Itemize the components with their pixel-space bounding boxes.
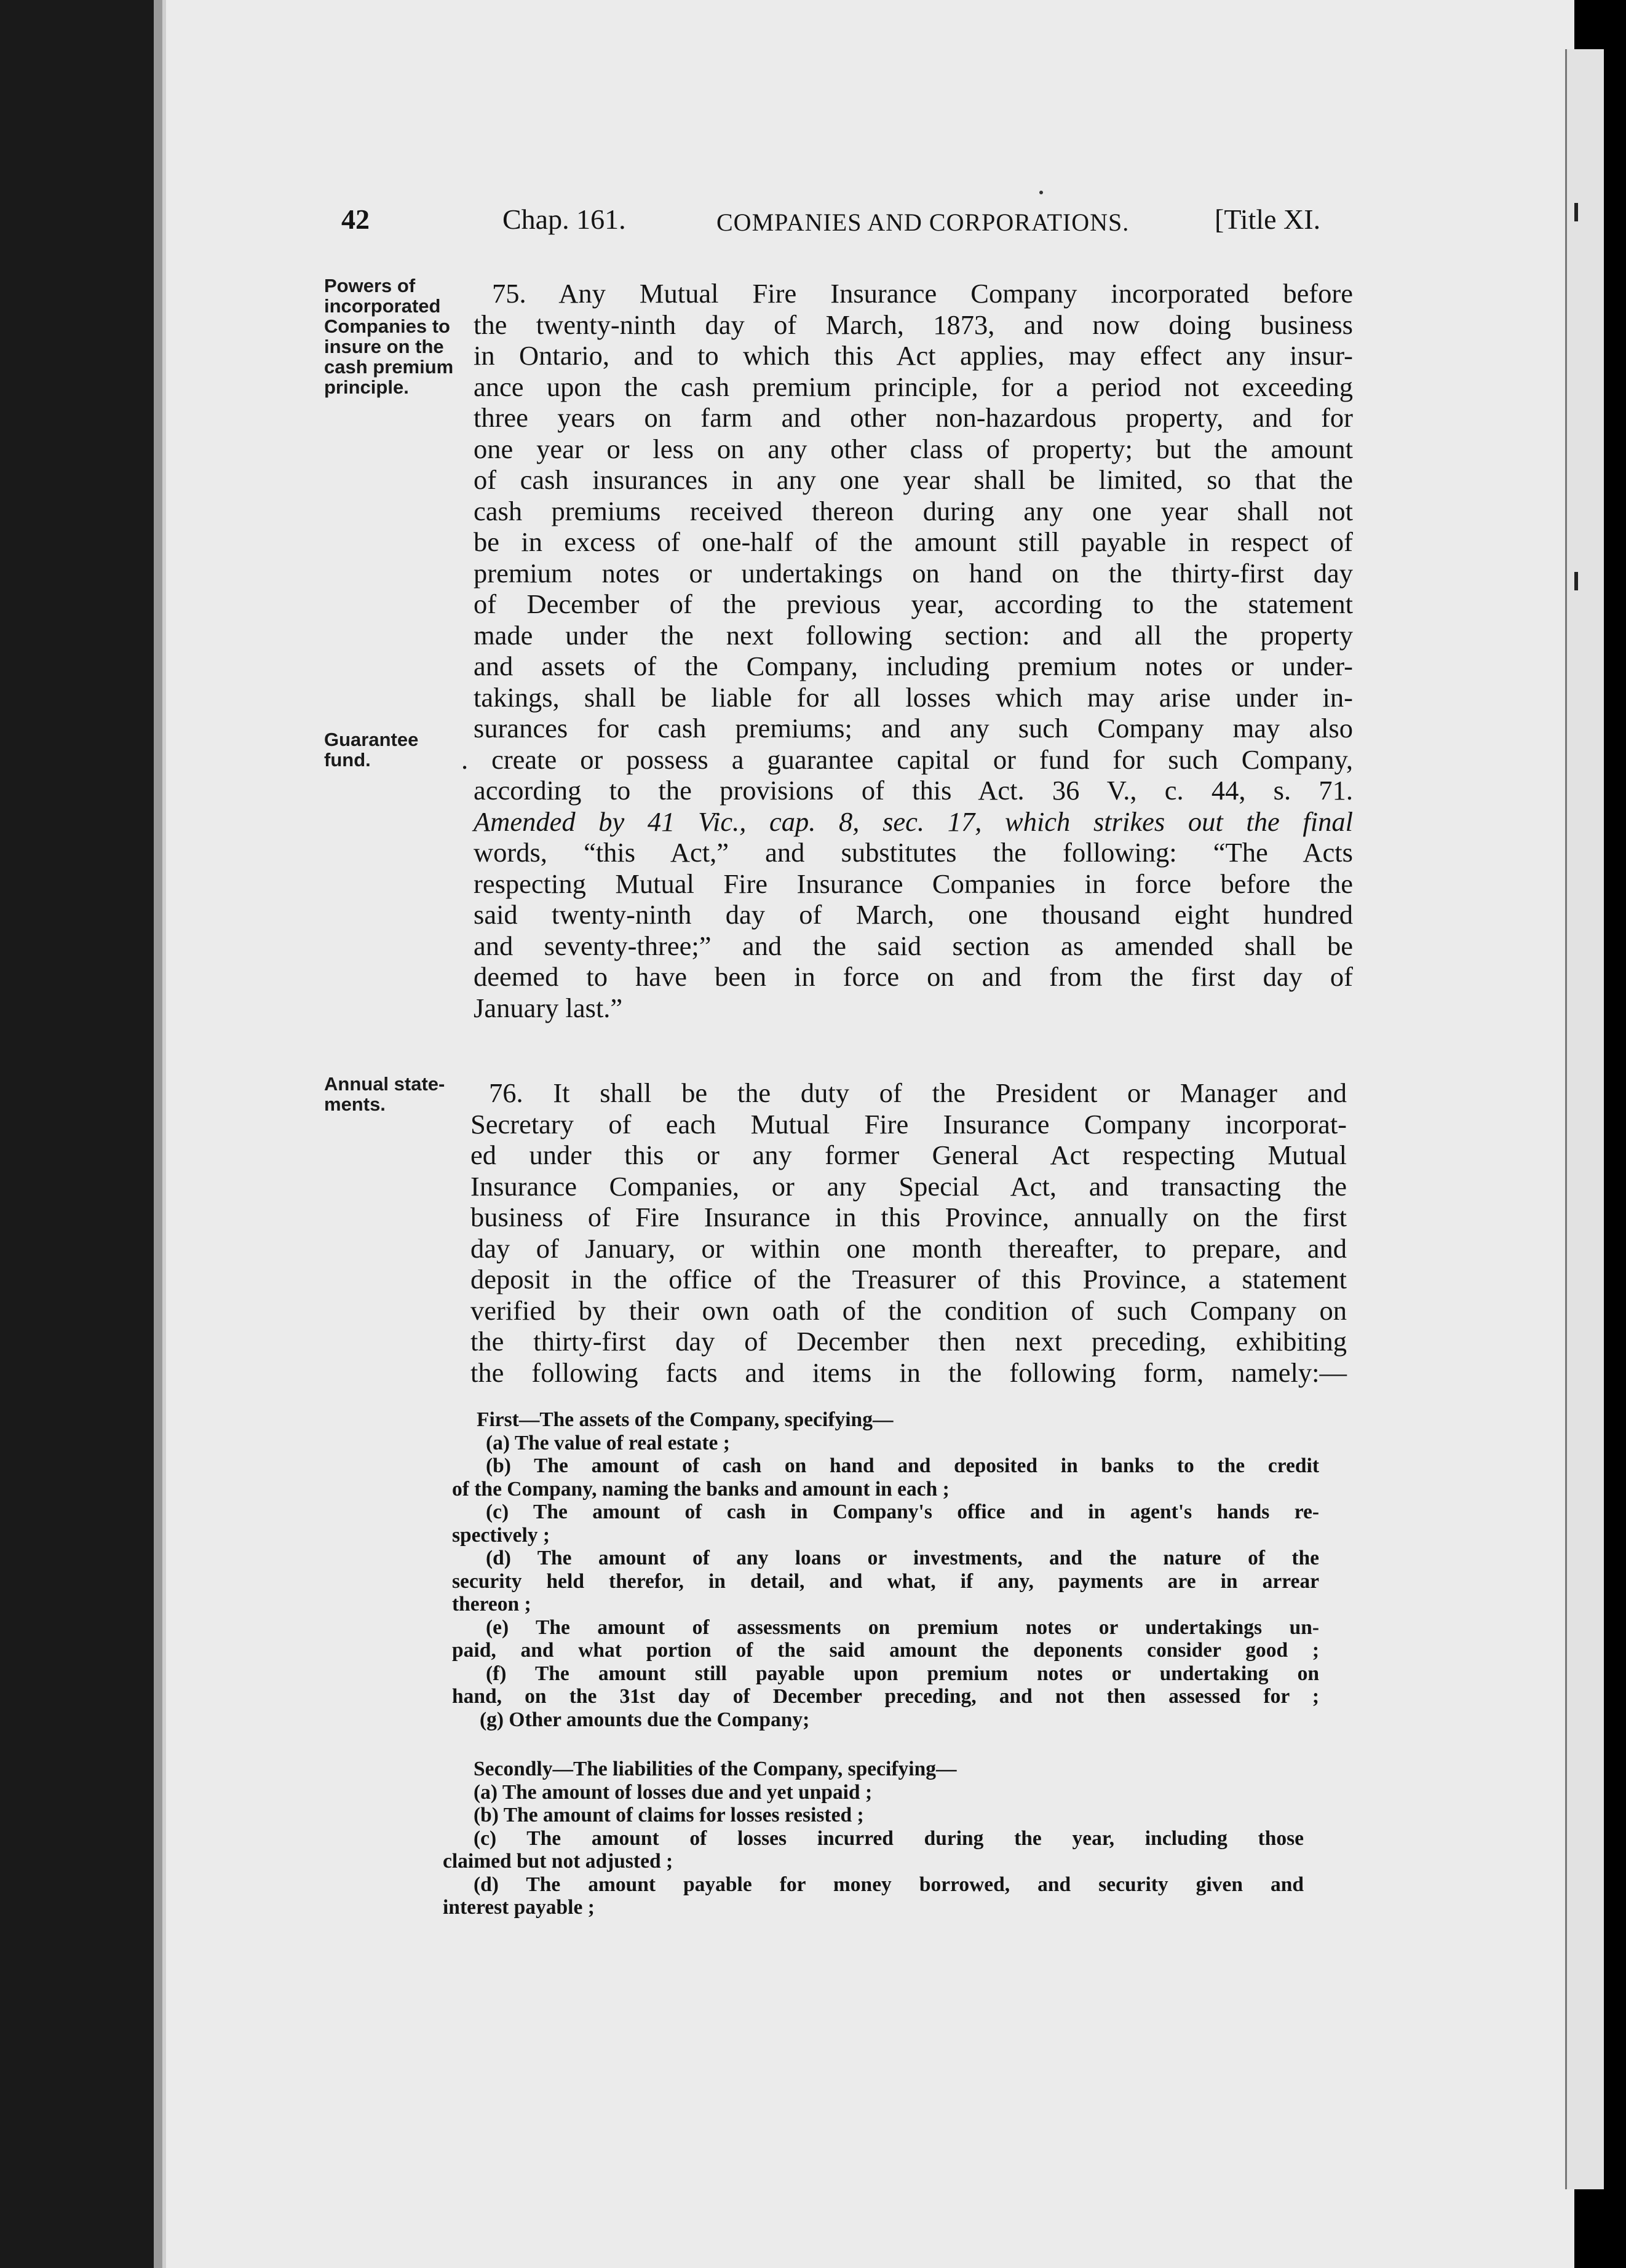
page-header (341, 203, 1362, 252)
liabilities-item: (a) The amount of losses due and yet unpaid ; (474, 1780, 873, 1804)
section-76-line: the following facts and items in the following form, namely:— (470, 1357, 1347, 1388)
section-76-line: deposit in the office of the Treasurer of this Province, a statement (470, 1264, 1347, 1295)
assets-item: paid, and what portion of the said amount the deponents consider good ; (452, 1639, 1319, 1662)
liabilities-list (443, 1758, 1304, 1919)
page-edge-mark (1574, 572, 1578, 590)
section-76-line: the thirty-first day of December then next preceding, exhibiting (470, 1326, 1347, 1357)
section-76-line: verified by their own oath of the condition of such Company on (470, 1295, 1347, 1326)
section-75-line: of cash insurances in any one year shall be limited, so that the (474, 464, 1353, 495)
liabilities-item: (b) The amount of claims for losses resisted ; (474, 1804, 864, 1826)
section-75-line: . create or possess a guarantee capital or fund for such Company, (461, 743, 1353, 775)
page-number: 42 (341, 204, 370, 235)
assets-item: spectively ; (452, 1523, 550, 1547)
assets-item: security held therefor, in detail, and what, if any, payments are in arrear (452, 1569, 1319, 1593)
assets-item: hand, on the 31st day of December preceding, and not then assessed for ; (452, 1685, 1319, 1708)
assets-item: (g) Other amounts due the Company; (480, 1708, 810, 1731)
amendment-line: words, “this Act,” and substitutes the following: “The Acts (474, 837, 1353, 868)
amendment-line: said twenty-ninth day of March, one thousand eight hundred (474, 899, 1353, 930)
page-binding-shadow (154, 0, 162, 2268)
assets-item: (d) The amount of any loans or investments, and the nature of the (486, 1547, 1319, 1569)
section-76-line: Insurance Companies, or any Special Act, and transacting the (470, 1170, 1347, 1202)
liabilities-item: (c) The amount of losses incurred during the year, including those (474, 1826, 1304, 1850)
title-label: [Title XI. (1215, 204, 1321, 235)
section-76-line: Secretary of each Mutual Fire Insurance Company incorporat- (470, 1108, 1347, 1140)
section-75-line: ance upon the cash premium principle, for a period not exceeding (474, 371, 1353, 402)
section-75 (461, 278, 1353, 1023)
liabilities-item: interest payable ; (443, 1896, 595, 1919)
section-75-line: three years on farm and other non-hazardous property, and for (474, 402, 1353, 433)
liabilities-heading: Secondly—The liabilities of the Company, specifying— (474, 1758, 957, 1780)
section-75-line: 75. Any Mutual Fire Insurance Company incorporated before (492, 278, 1353, 309)
assets-list (452, 1408, 1319, 1731)
margin-note-powers: Powers of incorporated Companies to insure on the cash premium principle. (324, 275, 454, 398)
assets-item: (f) The amount still payable upon premium notes or undertaking on (486, 1662, 1319, 1685)
assets-item: thereon ; (452, 1593, 531, 1616)
amendment-line: and seventy-three;” and the said section as amended shall be (474, 930, 1353, 961)
section-75-line: of December of the previous year, according to the statement (474, 589, 1353, 619)
ink-speck (1039, 191, 1043, 194)
page-binding-highlight (162, 0, 166, 2268)
section-76-line: ed under this or any former General Act respecting Mutual (470, 1140, 1347, 1170)
section-75-line: made under the next following section: and all the property (474, 619, 1353, 651)
section-76-line: 76. It shall be the duty of the President or Manager and (489, 1077, 1347, 1108)
section-75-line: according to the provisions of this Act. 36 V., c. 44, s. 71. (474, 775, 1353, 806)
section-75-line: be in excess of one-half of the amount still payable in respect of (474, 526, 1353, 557)
section-75-line: and assets of the Company, including premium notes or under- (474, 651, 1353, 681)
facing-page-edge (1565, 49, 1604, 2189)
amendment-line: respecting Mutual Fire Insurance Companies in force before the (474, 868, 1353, 899)
section-75-line: premium notes or undertakings on hand on the thirty-first day (474, 557, 1353, 589)
amendment-line: Amended by 41 Vic., cap. 8, sec. 17, which strikes out the final (474, 806, 1353, 837)
assets-heading: First—The assets of the Company, specifying— (477, 1408, 894, 1431)
margin-note-guarantee: Guarantee fund. (324, 729, 419, 771)
assets-item: of the Company, naming the banks and amount in each ; (452, 1477, 950, 1501)
assets-item: (a) The value of real estate ; (486, 1431, 730, 1454)
section-75-line: the twenty-ninth day of March, 1873, and now doing business (474, 309, 1353, 340)
amendment-line: deemed to have been in force on and from the first day of (474, 961, 1353, 992)
margin-note-annual: Annual state- ments. (324, 1073, 445, 1115)
section-76-line: business of Fire Insurance in this Province, annually on the first (470, 1202, 1347, 1232)
amendment-line: January last.” (474, 992, 623, 1023)
section-75-line: one year or less on any other class of property; but the amount (474, 433, 1353, 464)
section-75-line: surances for cash premiums; and any such Company may also (474, 713, 1353, 743)
assets-item: (c) The amount of cash in Company's office and in agent's hands re- (486, 1501, 1319, 1523)
chapter-label: Chap. 161. (502, 204, 626, 235)
section-76 (470, 1077, 1347, 1388)
section-76-line: day of January, or within one month thereafter, to prepare, and (470, 1232, 1347, 1264)
section-75-line: takings, shall be liable for all losses which may arise under in- (474, 681, 1353, 713)
page-edge-mark (1574, 203, 1578, 221)
section-75-line: cash premiums received thereon during any one year shall not (474, 495, 1353, 526)
liabilities-item: claimed but not adjusted ; (443, 1850, 673, 1873)
assets-item: (e) The amount of assessments on premium notes or undertakings un- (486, 1616, 1319, 1639)
running-title: COMPANIES AND CORPORATIONS. (716, 208, 1130, 236)
assets-item: (b) The amount of cash on hand and deposited in banks to the credit (486, 1454, 1319, 1477)
section-75-line: in Ontario, and to which this Act applies, may effect any insur- (474, 340, 1353, 371)
liabilities-item: (d) The amount payable for money borrowed, and security given and (474, 1873, 1304, 1896)
